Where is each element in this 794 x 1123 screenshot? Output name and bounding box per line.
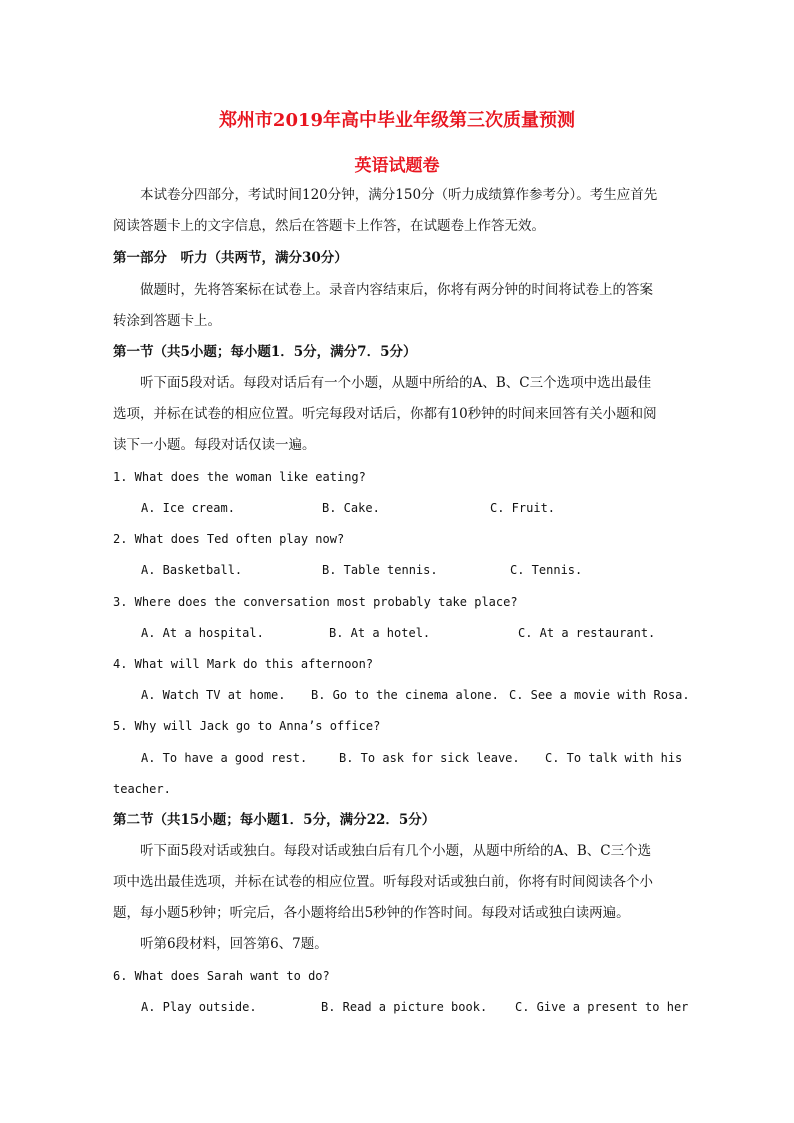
question-1: 1. What does the woman like eating? [113,470,366,484]
q6-option-b: B. Read a picture book. [321,1000,488,1014]
intro-line-1: 本试卷分四部分，考试时间120分钟，满分150分（听力成绩算作参考分）。考生应首先 [140,187,658,203]
q1-option-a: A. Ice cream. [141,501,235,515]
section1-instruction-1: 听下面5段对话。每段对话后有一个小题，从题中所给的A、B、C三个选项中选出最佳 [140,375,652,391]
part1-instruction-1: 做题时，先将答案标在试卷上。录音内容结束后，你将有两分钟的时间将试卷上的答案 [140,282,653,298]
q5-option-a: A. To have a good rest. [141,751,308,765]
section1-instruction-3: 读下一小题。每段对话仅读一遍。 [113,437,316,453]
q1-option-b: B. Cake. [322,501,380,515]
page-subtitle: 英语试题卷 [354,156,440,176]
q5-option-b: B. To ask for sick leave. [339,751,520,765]
q4-option-b: B. Go to the cinema alone. [311,688,499,702]
q6-option-c: C. Give a present to her [515,1000,689,1014]
part1-heading: 第一部分 听力（共两节，满分30分） [113,250,348,266]
section2-instruction-3: 题，每小题5秒钟；听完后，各小题将给出5秒钟的作答时间。每段对话或独白读两遍。 [113,905,630,921]
q2-option-a: A. Basketball. [141,563,243,577]
section1-instruction-2: 选项，并标在试卷的相应位置。听完每段对话后，你都有10秒钟的时间来回答有关小题和阅 [113,406,657,422]
q3-option-a: A. At a hospital. [141,626,264,640]
question-2: 2. What does Ted often play now? [113,532,345,546]
q2-option-b: B. Table tennis. [322,563,438,577]
section2-instruction-1: 听下面5段对话或独白。每段对话或独白后有几个小题，从题中所给的A、B、C三个选 [140,843,652,859]
q1-option-c: C. Fruit. [490,501,556,515]
question-6: 6. What does Sarah want to do? [113,969,330,983]
section2-heading: 第二节（共15小题；每小题1．5分，满分22．5分） [113,812,436,828]
section2-material-note: 听第6段材料，回答第6、7题。 [140,936,328,952]
question-4: 4. What will Mark do this afternoon? [113,657,374,671]
section2-instruction-2: 项中选出最佳选项，并标在试卷的相应位置。听每段对话或独白前，你将有时间阅读各个小 [113,874,653,890]
question-5: 5. Why will Jack go to Anna’s office? [113,719,381,733]
q2-option-c: C. Tennis. [510,563,583,577]
section1-heading: 第一节（共5小题；每小题1．5分，满分7．5分） [113,344,417,360]
q4-option-c: C. See a movie with Rosa. [509,688,690,702]
q4-option-a: A. Watch TV at home. [141,688,286,702]
part1-instruction-2: 转涂到答题卡上。 [113,313,221,329]
intro-line-2: 阅读答题卡上的文字信息，然后在答题卡上作答，在试题卷上作答无效。 [113,218,545,234]
q3-option-c: C. At a restaurant. [518,626,656,640]
q5-option-c: C. To talk with his [545,751,683,765]
question-3: 3. Where does the conversation most probably take place? [113,595,518,609]
q6-option-a: A. Play outside. [141,1000,257,1014]
q3-option-b: B. At a hotel. [329,626,431,640]
page-title: 郑州市2019年高中毕业年级第三次质量预测 [218,110,576,131]
q5-option-c-continued: teacher. [113,782,171,796]
